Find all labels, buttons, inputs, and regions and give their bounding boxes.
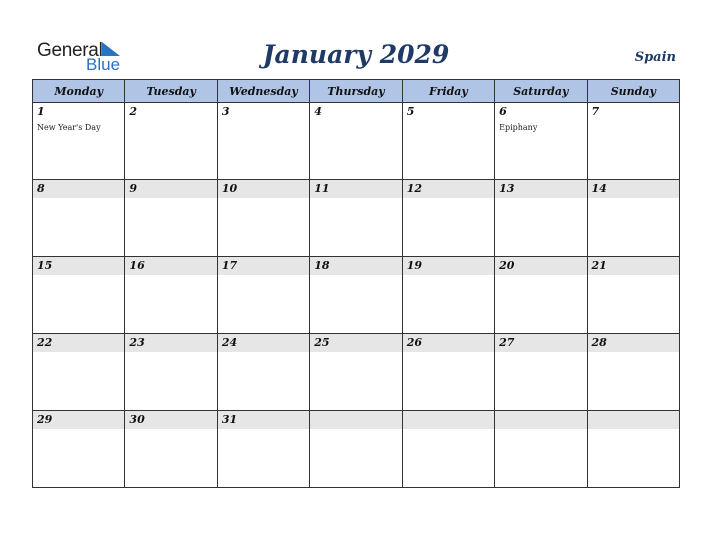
day-cell [310,103,402,180]
day-number: 29 [37,413,53,426]
country-label: Spain [634,50,676,65]
day-number-bar [218,334,309,352]
day-cell [310,334,402,411]
day-number: 1 [37,105,45,118]
day-cell [310,411,402,488]
day-cell [495,257,587,334]
day-cell [125,180,217,257]
day-number-bar [588,411,679,429]
week-row [33,257,680,334]
day-cell [125,103,217,180]
day-number-bar [403,103,494,121]
day-cell [495,103,587,180]
weekday-header: Sunday [587,80,679,103]
weekday-header: Monday [33,80,125,103]
weekday-header: Friday [402,80,494,103]
day-cell [402,334,494,411]
day-cell [495,180,587,257]
day-number: 24 [221,336,238,349]
day-cell [587,257,679,334]
day-number-bar [403,411,494,429]
day-cell [587,103,679,180]
day-number-bar [125,334,216,352]
day-number-bar [403,180,494,198]
weekday-header: Tuesday [125,80,217,103]
weekday-header: Wednesday [217,80,309,103]
day-number: 10 [221,182,238,195]
day-number: 23 [129,336,145,349]
week-row [33,411,680,488]
day-cell [33,411,125,488]
day-number-bar [588,257,679,275]
day-cell [402,103,494,180]
day-number-bar [33,257,124,275]
day-number-bar [310,411,401,429]
day-number: 15 [37,259,53,272]
day-number-bar [218,411,309,429]
day-cell [587,411,679,488]
day-number: 16 [129,259,145,272]
day-number: 21 [591,259,607,272]
day-number: 26 [406,336,422,349]
day-number: 2 [129,105,138,118]
day-number-bar [125,257,216,275]
day-number: 8 [37,182,45,195]
holiday-label: New Year's Day [37,123,101,132]
day-cell [125,257,217,334]
day-number: 22 [37,336,53,349]
day-number: 25 [314,336,330,349]
day-number-bar [125,411,216,429]
day-cell [495,411,587,488]
day-number: 20 [499,259,515,272]
day-cell [217,180,309,257]
day-cell [217,257,309,334]
day-number: 11 [314,182,330,195]
day-number-bar [495,411,586,429]
weekday-header-row [33,80,680,103]
day-number-bar [310,334,401,352]
day-number: 9 [129,182,138,195]
day-number-bar [33,334,124,352]
weekday-header: Thursday [310,80,402,103]
logo-text-general: General [37,40,103,61]
day-cell [587,180,679,257]
day-number-bar [588,334,679,352]
day-number-bar [33,411,124,429]
day-number: 12 [406,182,422,195]
day-number-bar [33,180,124,198]
day-number: 30 [129,413,145,426]
day-number-bar [218,103,309,121]
day-cell [402,411,494,488]
day-number: 17 [221,259,238,272]
day-number: 3 [221,105,230,118]
day-number-bar [403,334,494,352]
day-number-bar [495,103,586,121]
day-number-bar [495,334,586,352]
week-row [33,334,680,411]
day-cell [495,334,587,411]
day-cell [217,103,309,180]
week-row [33,103,680,180]
day-cell [125,411,217,488]
weekday-header: Saturday [495,80,587,103]
day-number: 13 [499,182,515,195]
day-number: 18 [314,259,330,272]
day-number-bar [310,257,401,275]
day-number: 19 [406,259,422,272]
day-number-bar [403,257,494,275]
day-number-bar [588,180,679,198]
day-number: 7 [591,105,600,118]
day-number: 14 [591,182,607,195]
day-number: 6 [499,105,507,118]
day-cell [402,257,494,334]
day-cell [310,180,402,257]
holiday-label: Epiphany [499,123,538,132]
day-cell [217,411,309,488]
week-row [33,180,680,257]
day-cell [33,334,125,411]
day-cell [33,103,125,180]
day-number-bar [33,103,124,121]
day-number-bar [218,257,309,275]
day-number: 27 [499,336,515,349]
day-number: 28 [591,336,607,349]
day-cell [587,334,679,411]
day-cell [402,180,494,257]
logo-text-blue: Blue [86,55,121,74]
day-number-bar [125,103,216,121]
day-cell [125,334,217,411]
day-number-bar [310,103,401,121]
day-number: 31 [221,413,238,426]
calendar-grid [32,79,680,488]
day-number-bar [125,180,216,198]
day-number-bar [218,180,309,198]
day-number-bar [310,180,401,198]
day-number-bar [495,180,586,198]
day-cell [217,334,309,411]
day-number-bar [495,257,586,275]
day-cell [310,257,402,334]
calendar-title: January 2029 [262,40,450,69]
day-cell [33,180,125,257]
day-number: 4 [314,105,322,118]
day-number-bar [588,103,679,121]
day-number: 5 [406,105,415,118]
day-cell [33,257,125,334]
